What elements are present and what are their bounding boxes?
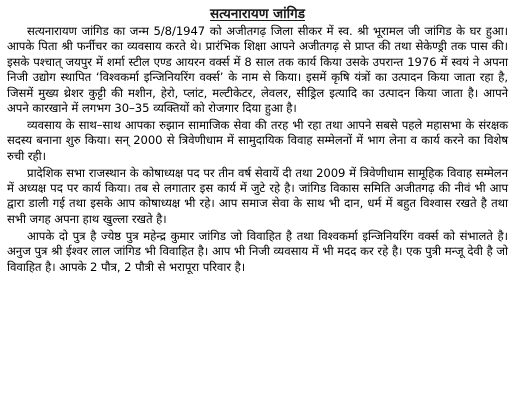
paragraph-positions-held: प्रादेशिक सभा राजस्थान के कोषाध्यक्ष पद पर तीन वर्ष सेवायें दी तथा 2009 में त्रिवेणीधाम सामूहिक विवाह सम्मेलन में अध्यक्ष पद पर कार्य किया। तब से लगातार इस कार्य में जुटे रहे है। जांगिड विकास समिति अजीतगढ़ की नीवं भी आप द्वारा डाली गई तथा इसके आप कोषाध्यक्ष भी रहे। आप समाज सेवा के साथ भी दान, धर्म में बहुत विश्वास रखते है तथा सभी जगह अपना हाथ खुल्ला रखते है। — [7, 165, 508, 226]
paragraph-family: आपके दो पुत्र है ज्येष्ठ पुत्र महेन्द्र कुमार जांगिड जो विवाहित है तथा विश्वकर्मा इन्जिनियरिंग वर्क्स को संभालते है। अनुज पुत्र श्री ईश्वर लाल जांगिड भी विवाहित है। आप भी निजी व्यवसाय में भी मदद कर रहे है। एक पुत्री मन्जू देवी है जो विवाहित है। आपके 2 पौत्र, 2 पौत्री से भरापूरा परिवार है। — [7, 228, 508, 274]
document-title: सत्यनारायण जांगिड — [209, 6, 305, 22]
paragraph-biography-intro: सत्यनारायण जांगिड का जन्म 5/8/1947 को अजीतगढ़ जिला सीकर में स्व. श्री भूरामल जी जांगिड के घर हुआ। आपके पिता श्री फर्नीचर का व्यवसाय करते थे। प्रारंभिक शिक्षा आपने अजीतगढ़ से प्राप्त की तथा सेकेण्ड्री तक पास की। इसके पश्चात् जयपुर में शर्मा स्टील एण्ड आयरन वर्क्स में 8 साल तक कार्य किया उसके उपरान्त 1976 में स्वयं ने अपना निजी उद्योग स्थापित ‘विश्वकर्मा इन्जिनियरिंग वर्क्स’ के नाम से किया। इसमें कृषि यंत्रों का उत्पादन किया जाता रहा है, जिसमें मुख्य थ्रेशर कुट्टी की मशीन, हेरो, प्लांट, मल्टीकेटर, लेवलर, सीड्रिल इत्यादि का उत्पादन किया जाता है। आपने अपने कारखाने में लगभग 30–35 व्यक्तियों को रोजगार दिया हुआ है। — [7, 24, 508, 116]
paragraph-social-service: व्यवसाय के साथ–साथ आपका रुझान सामाजिक सेवा की तरह भी रहा तथा आपने सबसे पहले महासभा के संरक्षक सदस्य बनाना शुरु किया। सन् 2000 से त्रिवेणीधाम में सामुदायिक विवाह सम्मेलनों में भाग लेना व कार्य करने का विशेष रुची रही। — [7, 117, 508, 163]
